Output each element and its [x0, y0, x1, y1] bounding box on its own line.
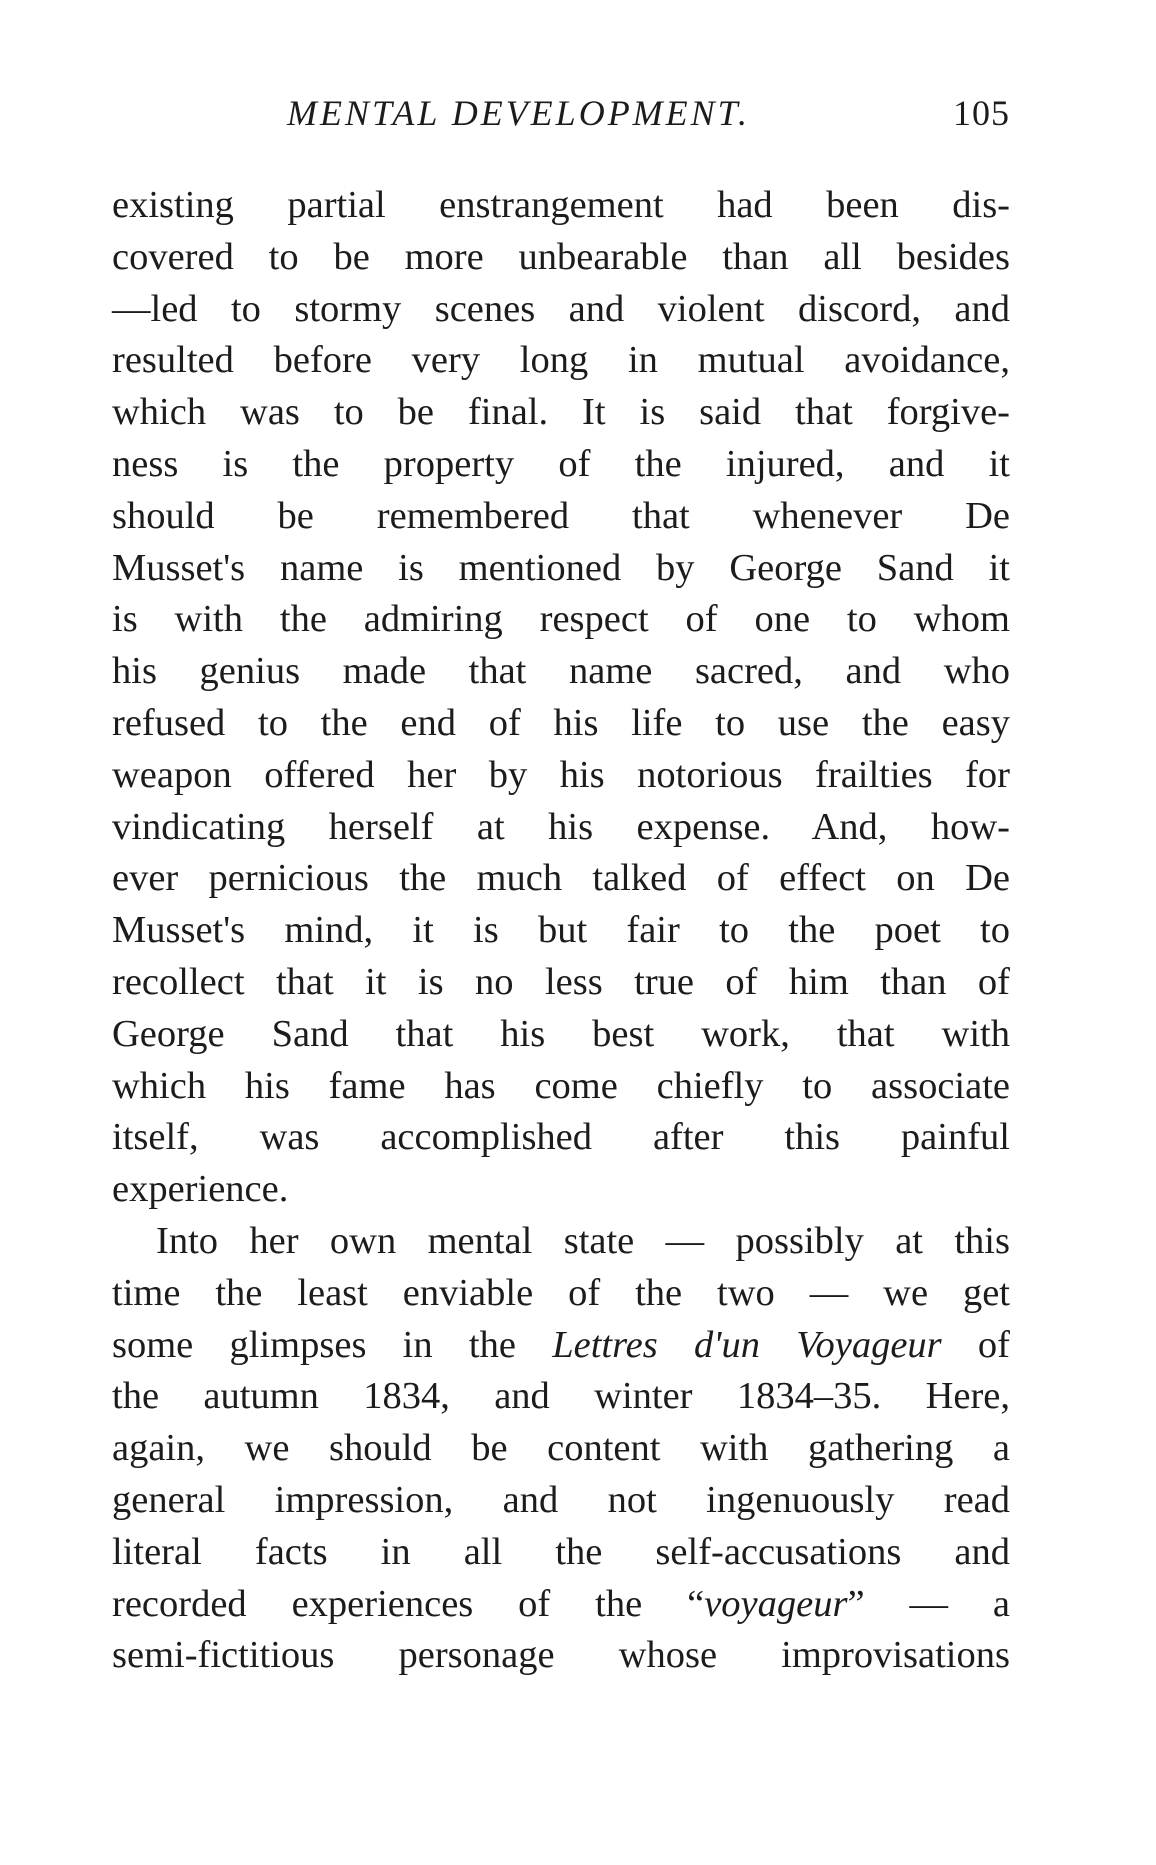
text-run: recorded experiences of the “	[112, 1582, 705, 1625]
text-line: is with the admiring respect of one to whom	[112, 598, 1010, 641]
text-line: itself, was accomplished after this painful	[112, 1116, 1010, 1159]
body-text	[112, 180, 1010, 1682]
text-line: —led to stormy scenes and violent discord, and	[112, 287, 1010, 330]
page-number: 105	[953, 93, 1010, 133]
text-line: his genius made that name sacred, and who	[112, 650, 1010, 693]
text-line: the autumn 1834, and winter 1834–35. Here,	[112, 1375, 1010, 1418]
text-run: ” — a	[847, 1582, 1010, 1625]
paragraph	[112, 1216, 1010, 1682]
text-line: covered to be more unbearable than all besides	[112, 235, 1010, 278]
text-line: should be remembered that whenever De	[112, 494, 1010, 537]
text-line: literal facts in all the self-accusations and	[112, 1530, 1010, 1573]
text-line: weapon offered her by his notorious frailties for	[112, 753, 1010, 796]
text-line: Into her own mental state — possibly at this	[156, 1219, 1010, 1262]
text-line: existing partial enstrangement had been dis-	[112, 184, 1010, 226]
paragraph	[112, 180, 1010, 1216]
text-line: which was to be final. It is said that forgive-	[112, 391, 1010, 434]
text-line: George Sand that his best work, that with	[112, 1012, 1010, 1055]
book-title: Lettres d'un Voyageur	[552, 1323, 942, 1366]
text-line: time the least enviable of the two — we get	[112, 1271, 1010, 1314]
text-line	[112, 1579, 1010, 1631]
text-line	[112, 1320, 1010, 1372]
text-line: which his fame has come chiefly to associate	[112, 1064, 1010, 1107]
text-line: resulted before very long in mutual avoidance,	[112, 339, 1010, 382]
text-line: ness is the property of the injured, and it	[112, 442, 1010, 485]
running-title: MENTAL DEVELOPMENT.	[287, 93, 751, 133]
text-run: some glimpses in the	[112, 1323, 553, 1366]
text-run: of	[941, 1323, 1010, 1366]
text-line: again, we should be content with gathering a	[112, 1427, 1010, 1470]
text-line: Musset's mind, it is but fair to the poet to	[112, 909, 1010, 952]
text-line: recollect that it is no less true of him than of	[112, 960, 1010, 1003]
italic-term: voyageur	[704, 1582, 848, 1625]
text-line: ever pernicious the much talked of effect on De	[112, 857, 1010, 900]
text-line: refused to the end of his life to use the easy	[112, 701, 1010, 744]
text-line: Musset's name is mentioned by George Sand it	[112, 546, 1010, 589]
text-line: general impression, and not ingenuously read	[112, 1478, 1010, 1521]
text-line: vindicating herself at his expense. And, how-	[112, 805, 1010, 848]
text-line: semi-fictitious personage whose improvisations	[112, 1634, 1010, 1677]
text-line: experience.	[112, 1168, 289, 1211]
running-head	[112, 88, 1010, 138]
